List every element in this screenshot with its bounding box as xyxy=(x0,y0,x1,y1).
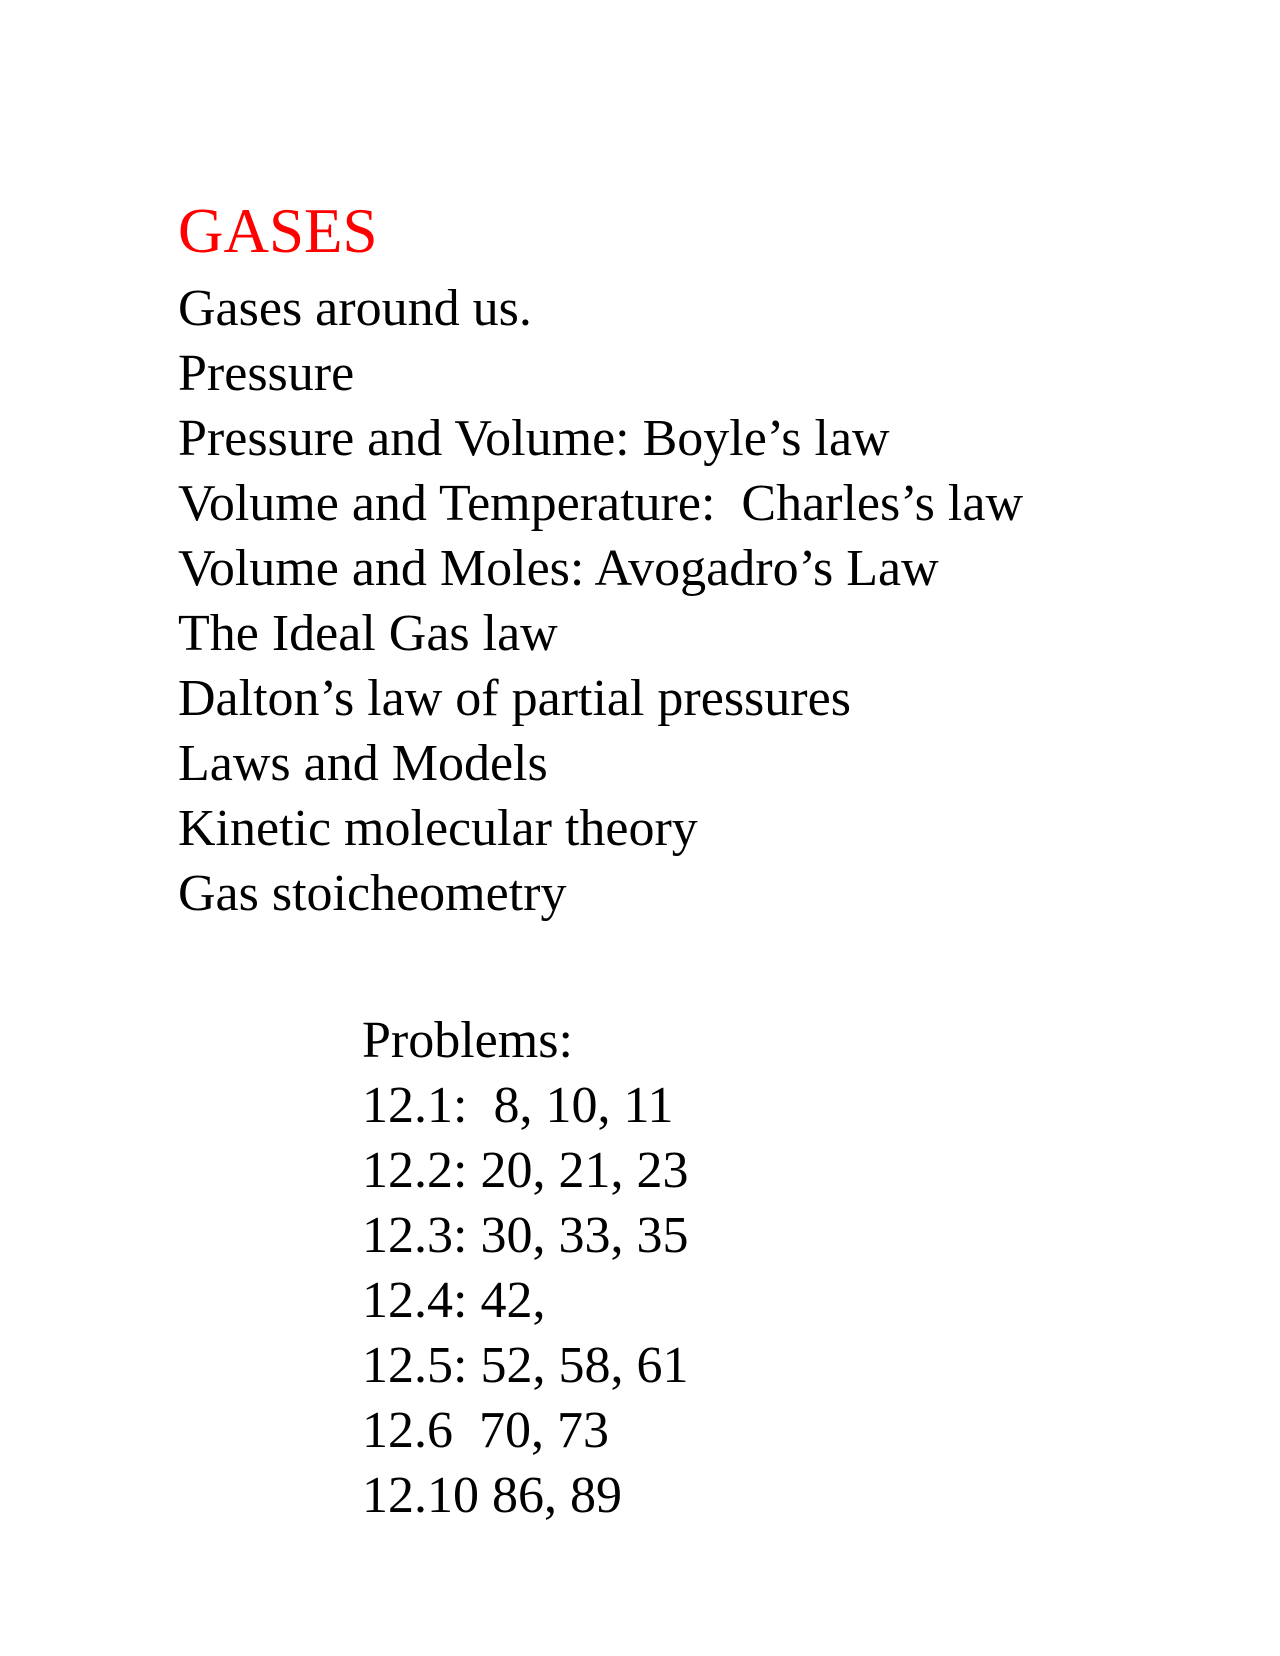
topic-item: Pressure and Volume: Boyle’s law xyxy=(178,410,890,467)
topic-item: Volume and Moles: Avogadro’s Law xyxy=(178,540,939,597)
problem-item: 12.10 86, 89 xyxy=(362,1467,622,1524)
topic-item: Dalton’s law of partial pressures xyxy=(178,670,851,727)
problem-item: 12.1: 8, 10, 11 xyxy=(362,1077,674,1134)
problem-item: 12.6 70, 73 xyxy=(362,1402,609,1459)
topic-item: Laws and Models xyxy=(178,735,548,792)
topic-item: Gases around us. xyxy=(178,280,532,337)
topic-list xyxy=(178,276,1023,926)
topic-item: Pressure xyxy=(178,345,355,402)
problem-item: 12.4: 42, xyxy=(362,1272,546,1329)
topic-item: Volume and Temperature: Charles’s law xyxy=(178,475,1023,532)
topic-item: The Ideal Gas law xyxy=(178,605,558,662)
problem-item: 12.2: 20, 21, 23 xyxy=(362,1142,689,1199)
problems-heading: Problems: xyxy=(362,1012,573,1069)
problem-item: 12.3: 30, 33, 35 xyxy=(362,1207,689,1264)
topic-item: Gas stoicheometry xyxy=(178,865,567,922)
problem-item: 12.5: 52, 58, 61 xyxy=(362,1337,689,1394)
page-title: GASES xyxy=(178,196,378,266)
topic-item: Kinetic molecular theory xyxy=(178,800,698,857)
problems-list xyxy=(362,1008,688,1528)
